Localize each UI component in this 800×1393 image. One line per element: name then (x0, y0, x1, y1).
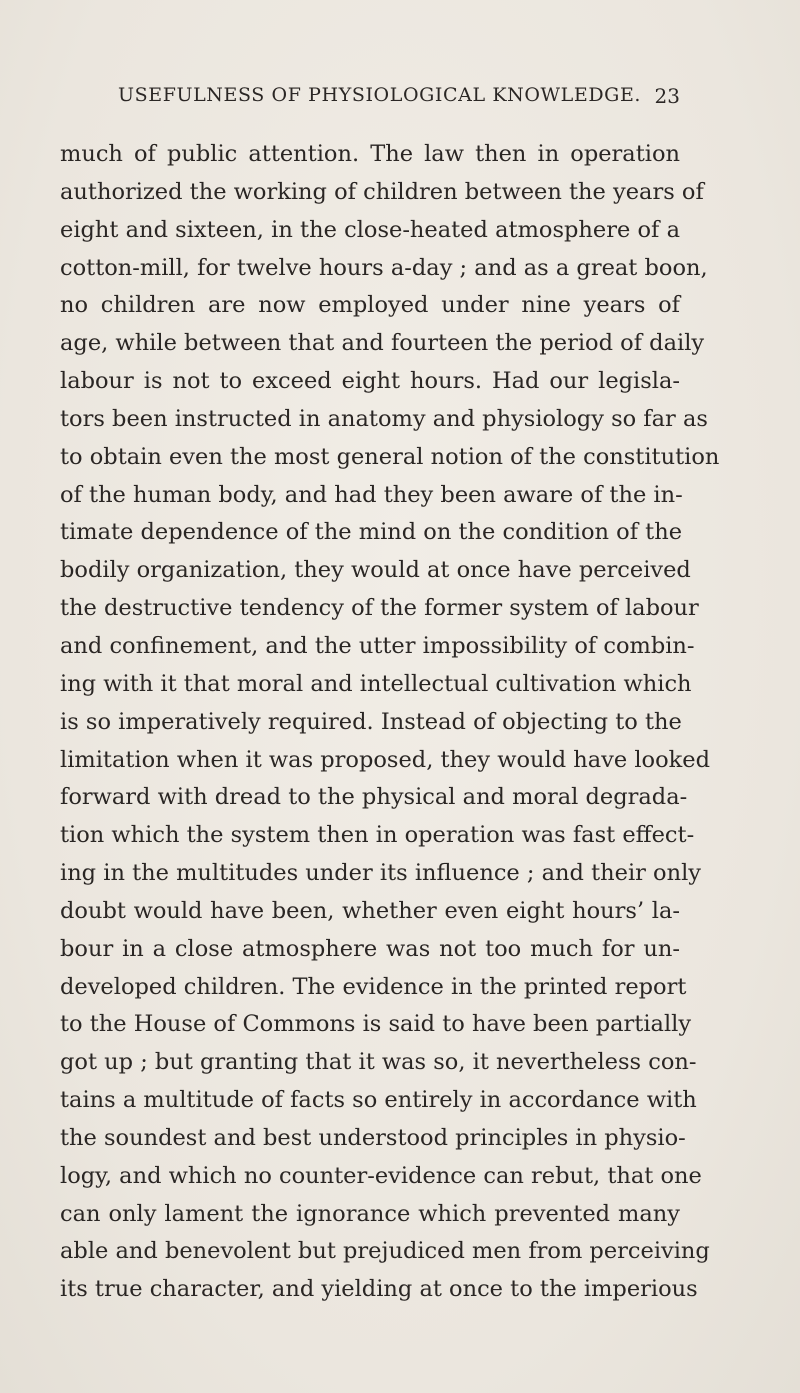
text-line: ing with it that moral and intellectual cultivation which (60, 670, 692, 697)
text-line: forward with dread to the physical and moral degrada- (60, 784, 688, 811)
text-line: doubt would have been, whether even eight hours’ la- (60, 897, 680, 924)
text-line: the destructive tendency of the former system of labour (60, 595, 699, 622)
text-line: of the human body, and had they been aware of the in- (60, 481, 683, 508)
text-line: tains a multitude of facts so entirely in accordance with (60, 1087, 697, 1114)
running-head (118, 84, 680, 114)
text-line: got up ; but granting that it was so, it nevertheless con- (60, 1049, 697, 1076)
text-line: cotton-mill, for twelve hours a-day ; and as a great boon, (60, 254, 708, 281)
text-line: authorized the working of children between the years of (60, 178, 704, 205)
text-line: ing in the multitudes under its influence ; and their only (60, 860, 701, 887)
text-line: its true character, and yielding at once to the imperious (60, 1276, 698, 1303)
text-line: logy, and which no counter-evidence can rebut, that one (60, 1162, 702, 1189)
text-line: eight and sixteen, in the close-heated atmosphere of a (60, 216, 680, 243)
running-title: USEFULNESS OF PHYSIOLOGICAL KNOWLEDGE. (118, 84, 642, 106)
text-line: able and benevolent but prejudiced men from perceiving (60, 1238, 710, 1265)
page-number: 23 (654, 84, 680, 108)
text-line: tion which the system then in operation was fast effect- (60, 822, 695, 849)
text-line: age, while between that and fourteen the period of daily (60, 330, 705, 357)
text-line: to the House of Commons is said to have been partially (60, 1011, 692, 1038)
text-line: is so imperatively required. Instead of objecting to the (60, 708, 682, 735)
text-line: bodily organization, they would at once have perceived (60, 557, 691, 584)
text-line: and confinement, and the utter impossibility of combin- (60, 632, 695, 659)
text-line: much of public attention. The law then in operation (60, 141, 680, 167)
text-line: can only lament the ignorance which prevented many (60, 1200, 680, 1227)
text-line: bour in a close atmosphere was not too much for un- (60, 935, 680, 962)
text-line: to obtain even the most general notion of the constitution (60, 443, 720, 470)
text-line: tors been instructed in anatomy and physiology so far as (60, 405, 708, 432)
text-line: no children are now employed under nine years of (60, 292, 680, 319)
text-line: labour is not to exceed eight hours. Had our legisla- (60, 368, 680, 395)
text-line: limitation when it was proposed, they would have looked (60, 746, 710, 773)
text-line: developed children. The evidence in the printed report (60, 973, 687, 1000)
text-line: timate dependence of the mind on the condition of the (60, 519, 683, 546)
text-line: the soundest and best understood principles in physio- (60, 1124, 686, 1151)
body-text (60, 136, 720, 1309)
